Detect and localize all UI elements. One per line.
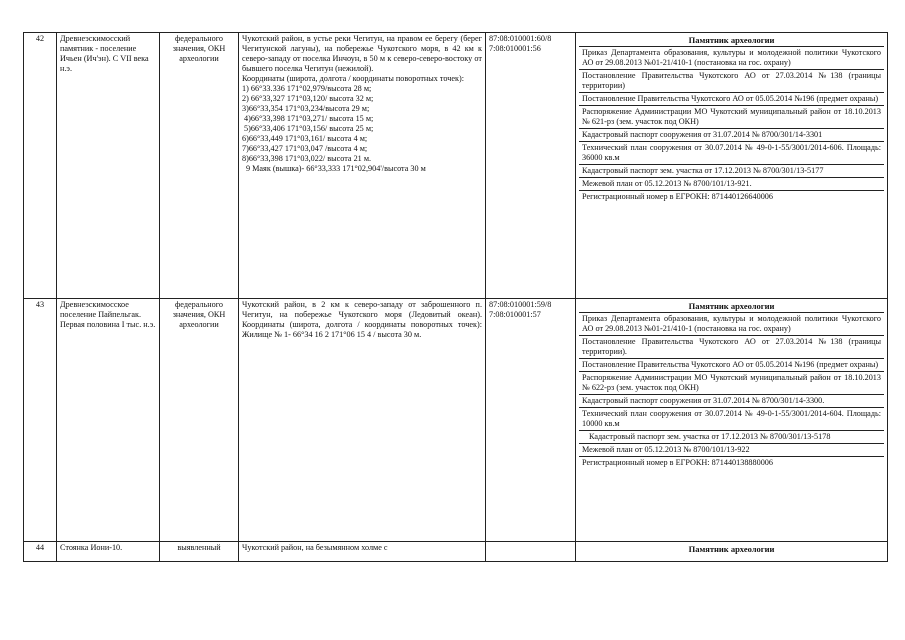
doc-entry: Межевой план от 05.12.2013 № 8700/101/13-922 [579, 444, 884, 457]
doc-entry: Кадастровый паспорт зем. участка от 17.12.2013 № 8700/301/13-5178 [579, 431, 884, 444]
object-name: Древнеэскимосское поселение Пайпельгак. Первая половина I тыс. н.э. [57, 299, 160, 542]
doc-entry: Регистрационный номер в ЕГРОКН: 871440126640006 [582, 192, 773, 201]
object-category: федерального значения, ОКН археологии [160, 299, 239, 542]
coord-point: 8)66°33,398 171°03,022/ высота 21 м. [242, 154, 372, 163]
doc-entry: Кадастровый паспорт сооружения от 31.07.2014 № 8700/301/14-3300. [579, 395, 884, 408]
doc-entry: Постановление Правительства Чукотского АО от 27.03.2014 №138 (границы территории) [579, 70, 884, 93]
documents-list [579, 34, 884, 203]
table-row [24, 542, 888, 562]
coord-point: 2) 66°33,327 171°03,120/ высота 32 м; [242, 94, 374, 103]
object-category: выявленный [160, 542, 239, 562]
coord-point: 7)66°33,427 171°03,047 /высота 4 м; [242, 144, 368, 153]
doc-entry: Кадастровый паспорт зем. участка от 17.12.2013 № 8700/301/13-5177 [579, 165, 884, 178]
doc-entry: Технический план сооружения от 30.07.2014 № 49-0-1-55/3001/2014-604. Площадь: 10000 кв.м [579, 408, 884, 431]
heritage-register-table [23, 32, 888, 562]
coord-point: 5)66°33,406 171°03,156/ высота 25 м; [244, 124, 374, 133]
doc-entry: Приказ Департамента образования, культуры и молодежной политики Чукотского АО от 29.08.2013 №01-21/410-1 (постановка на гос. охрану) [579, 313, 884, 336]
doc-entry: Приказ Департамента образования, культуры и молодежной политики Чукотского АО от 29.08.2013 №01-21/410-1 (постановка на гос. охрану) [579, 47, 884, 70]
cadastral-number: 87:08:010001:60/8 7:08:010001:56 [486, 33, 576, 299]
doc-entry: Технический план сооружения от 30.07.2014 № 49-0-1-55/3001/2014-606. Площадь: 36000 кв.м [579, 142, 884, 165]
documents-cell [576, 542, 888, 562]
doc-entry: Распоряжение Администрации МО Чукотский муниципальный район от 18.10.2013 № 622-рз (зем. участок под ОКН) [579, 372, 884, 395]
doc-entry: Межевой план от 05.12.2013 № 8700/101/13-921. [579, 178, 884, 191]
coord-point: 4)66°33,398 171°03,271/ высота 15 м; [244, 114, 374, 123]
doc-entry: Постановление Правительства Чукотского АО от 05.05.2014 №196 (предмет охраны) [579, 93, 884, 106]
cadastral-number [486, 542, 576, 562]
coord-point: 6)66°33,449 171°03,161/ высота 4 м; [242, 134, 368, 143]
location-cell [239, 33, 486, 299]
coords-list [242, 84, 482, 164]
coord-point: 3)66°33,354 171°03,234/высота 29 м; [242, 104, 370, 113]
location-text: Чукотский район, в устье реки Чегитун, на правом ее берегу (берег Чегитунской лагуны), на побережье Чукотского моря, в 42 км к северо-западу от поселка Инчоун, в 50 м к северо-северо-востоку от бывшего поселка Чегитун (нежилой). [242, 34, 482, 73]
object-name: Стоянка Иони-10. [57, 542, 160, 562]
location-text: Чукотский район, на безымянном холме с [239, 542, 486, 562]
row-number: 44 [24, 542, 57, 562]
doc-heading: Памятник археологии [579, 300, 884, 313]
doc-entry: Постановление Правительства Чукотского АО от 05.05.2014 №196 (предмет охраны) [579, 359, 884, 372]
doc-entry: Постановление Правительства Чукотского АО от 27.03.2014 №138 (границы территории). [579, 336, 884, 359]
documents-list [579, 543, 884, 555]
table-row [24, 299, 888, 542]
row-number: 43 [24, 299, 57, 542]
documents-cell [576, 33, 888, 299]
table-row [24, 33, 888, 299]
coord-point-lighthouse: 9 Маяк (вышка)- 66°33,333 171°02,904'/высота 30 м [246, 164, 426, 173]
doc-heading: Памятник археологии [579, 34, 884, 47]
documents-cell [576, 299, 888, 542]
location-text: Чукотский район, в 2 км к северо-западу от заброшенного п. Чегитун, на побережье Чукотского моря (Ледовитый океан). Координаты (широта, долгота / координаты поворотных точек): Жилище № 1- 66°34 16 2 171°06 15 4 / высота 30 м. [239, 299, 486, 542]
documents-list [579, 300, 884, 469]
doc-entry: Регистрационный номер в ЕГРОКН: 871440138880006 [582, 458, 773, 467]
coords-intro: Координаты (широта, долгота / координаты поворотных точек): [242, 74, 465, 83]
cadastral-number: 87:08:010001:59/8 7:08:010001:57 [486, 299, 576, 542]
doc-entry: Кадастровый паспорт сооружения от 31.07.2014 № 8700/301/14-3301 [579, 129, 884, 142]
object-name: Древнеэскимосский памятник - поселение Ичьен (Ич'эн). С VII века н.э. [57, 33, 160, 299]
coord-point: 1) 66°33.336 171°02,979/высота 28 м; [242, 84, 372, 93]
row-number: 42 [24, 33, 57, 299]
object-category: федерального значения, ОКН археологии [160, 33, 239, 299]
doc-entry: Распоряжение Администрации МО Чукотский муниципальный район от 18.10.2013 № 621-рз (зем. участок под ОКН) [579, 106, 884, 129]
doc-heading: Памятник археологии [688, 544, 775, 554]
